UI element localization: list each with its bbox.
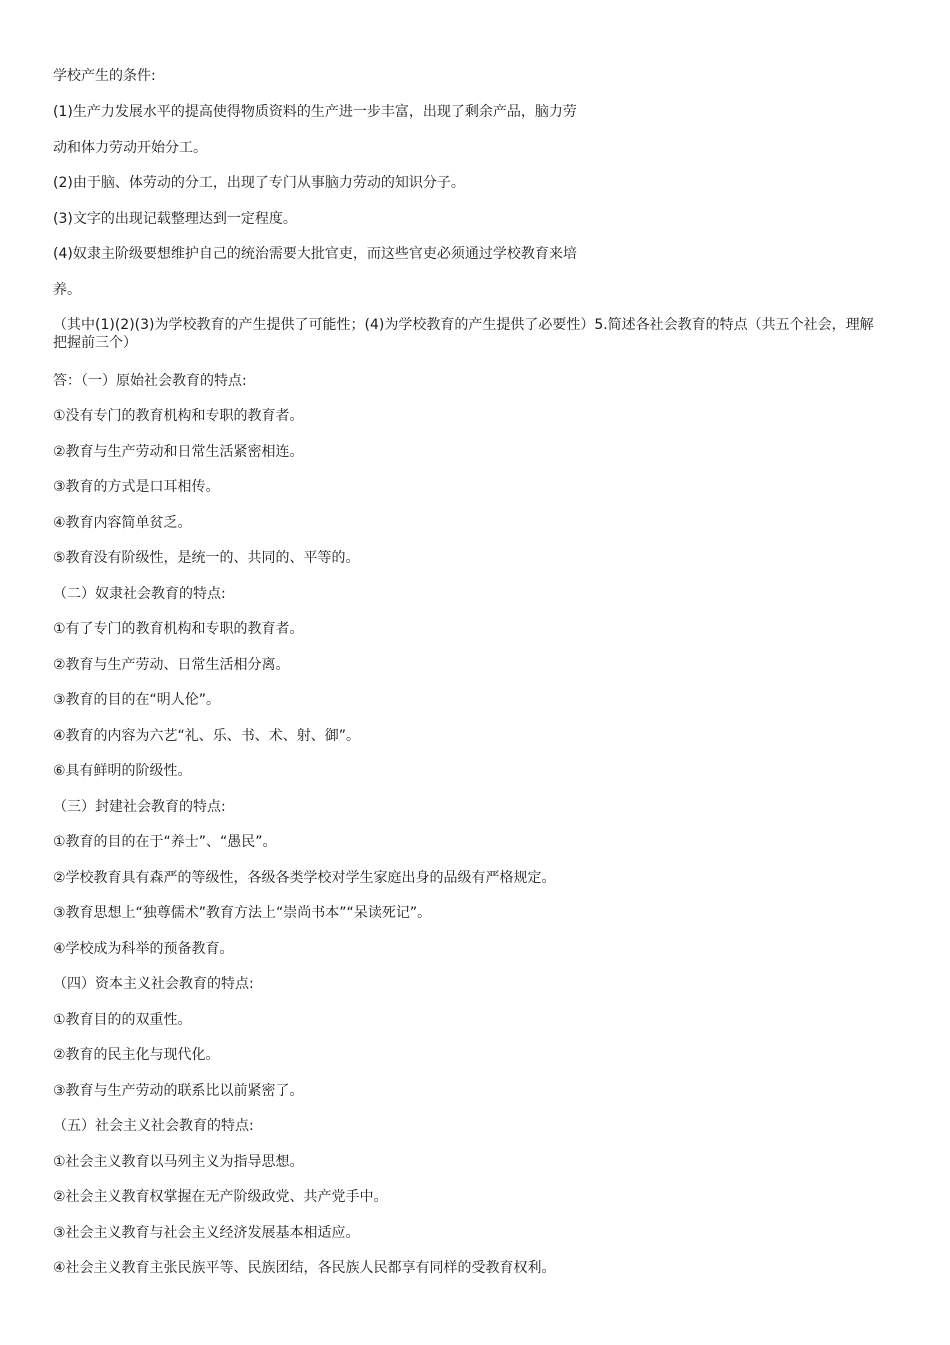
list-item: ②教育的民主化与现代化。 bbox=[53, 1047, 220, 1063]
list-item: ①社会主义教育以马列主义为指导思想。 bbox=[53, 1154, 304, 1170]
list-item: ④学校成为科举的预备教育。 bbox=[53, 941, 234, 957]
list-item: ①没有专门的教育机构和专职的教育者。 bbox=[53, 408, 304, 424]
list-item: ①教育目的的双重性。 bbox=[53, 1012, 192, 1028]
text-line: (3)文字的出现记载整理达到一定程度。 bbox=[53, 211, 297, 227]
list-item: ②社会主义教育权掌握在无产阶级政党、共产党手中。 bbox=[53, 1189, 388, 1205]
list-item: ③教育思想上“独尊儒术”教育方法上“崇尚书本”“呆读死记”。 bbox=[53, 905, 432, 921]
list-item: ④社会主义教育主张民族平等、民族团结，各民族人民都享有同样的受教育权利。 bbox=[53, 1260, 556, 1276]
list-item: ②教育与生产劳动、日常生活相分离。 bbox=[53, 657, 290, 673]
list-item: ②学校教育具有森严的等级性，各级各类学校对学生家庭出身的品级有严格规定。 bbox=[53, 870, 556, 886]
text-line: 养。 bbox=[53, 282, 81, 298]
list-item: ④教育的内容为六艺“礼、乐、书、术、射、御”。 bbox=[53, 728, 361, 744]
text-line: (2)由于脑、体劳动的分工，出现了专门从事脑力劳动的知识分子。 bbox=[53, 175, 465, 191]
list-item: ③教育与生产劳动的联系比以前紧密了。 bbox=[53, 1083, 304, 1099]
list-item: ③教育的方式是口耳相传。 bbox=[53, 479, 220, 495]
text-line: 动和体力劳动开始分工。 bbox=[53, 140, 207, 156]
list-item: ①教育的目的在于“养士”、“愚民”。 bbox=[53, 834, 277, 850]
list-item: ⑥具有鲜明的阶级性。 bbox=[53, 763, 192, 779]
text-line: (1)生产力发展水平的提高使得物质资料的生产进一步丰富，出现了剩余产品，脑力劳 bbox=[53, 104, 577, 120]
feudal-society-heading: （三）封建社会教育的特点: bbox=[53, 799, 226, 815]
school-origin-heading: 学校产生的条件: bbox=[53, 68, 156, 84]
slave-society-heading: （二）奴隶社会教育的特点: bbox=[53, 586, 226, 602]
list-item: ①有了专门的教育机构和专职的教育者。 bbox=[53, 621, 304, 637]
capitalist-society-heading: （四）资本主义社会教育的特点: bbox=[53, 976, 254, 992]
list-item: ⑤教育没有阶级性，是统一的、共同的、平等的。 bbox=[53, 550, 360, 566]
socialist-society-heading: （五）社会主义社会教育的特点: bbox=[53, 1118, 254, 1134]
question-line: （其中(1)(2)(3)为学校教育的产生提供了可能性；(4)为学校教育的产生提供了必要性）5.简述各社会教育的特点（共五个社会，理解把握前三个） bbox=[53, 317, 874, 351]
list-item: ③社会主义教育与社会主义经济发展基本相适应。 bbox=[53, 1225, 360, 1241]
list-item: ④教育内容简单贫乏。 bbox=[53, 515, 192, 531]
list-item: ③教育的目的在“明人伦”。 bbox=[53, 692, 221, 708]
text-line: (4)奴隶主阶级要想维护自己的统治需要大批官吏，而这些官吏必须通过学校教育来培 bbox=[53, 246, 577, 262]
list-item: ②教育与生产劳动和日常生活紧密相连。 bbox=[53, 444, 304, 460]
answer-primitive-heading: 答：（一）原始社会教育的特点: bbox=[53, 373, 247, 389]
